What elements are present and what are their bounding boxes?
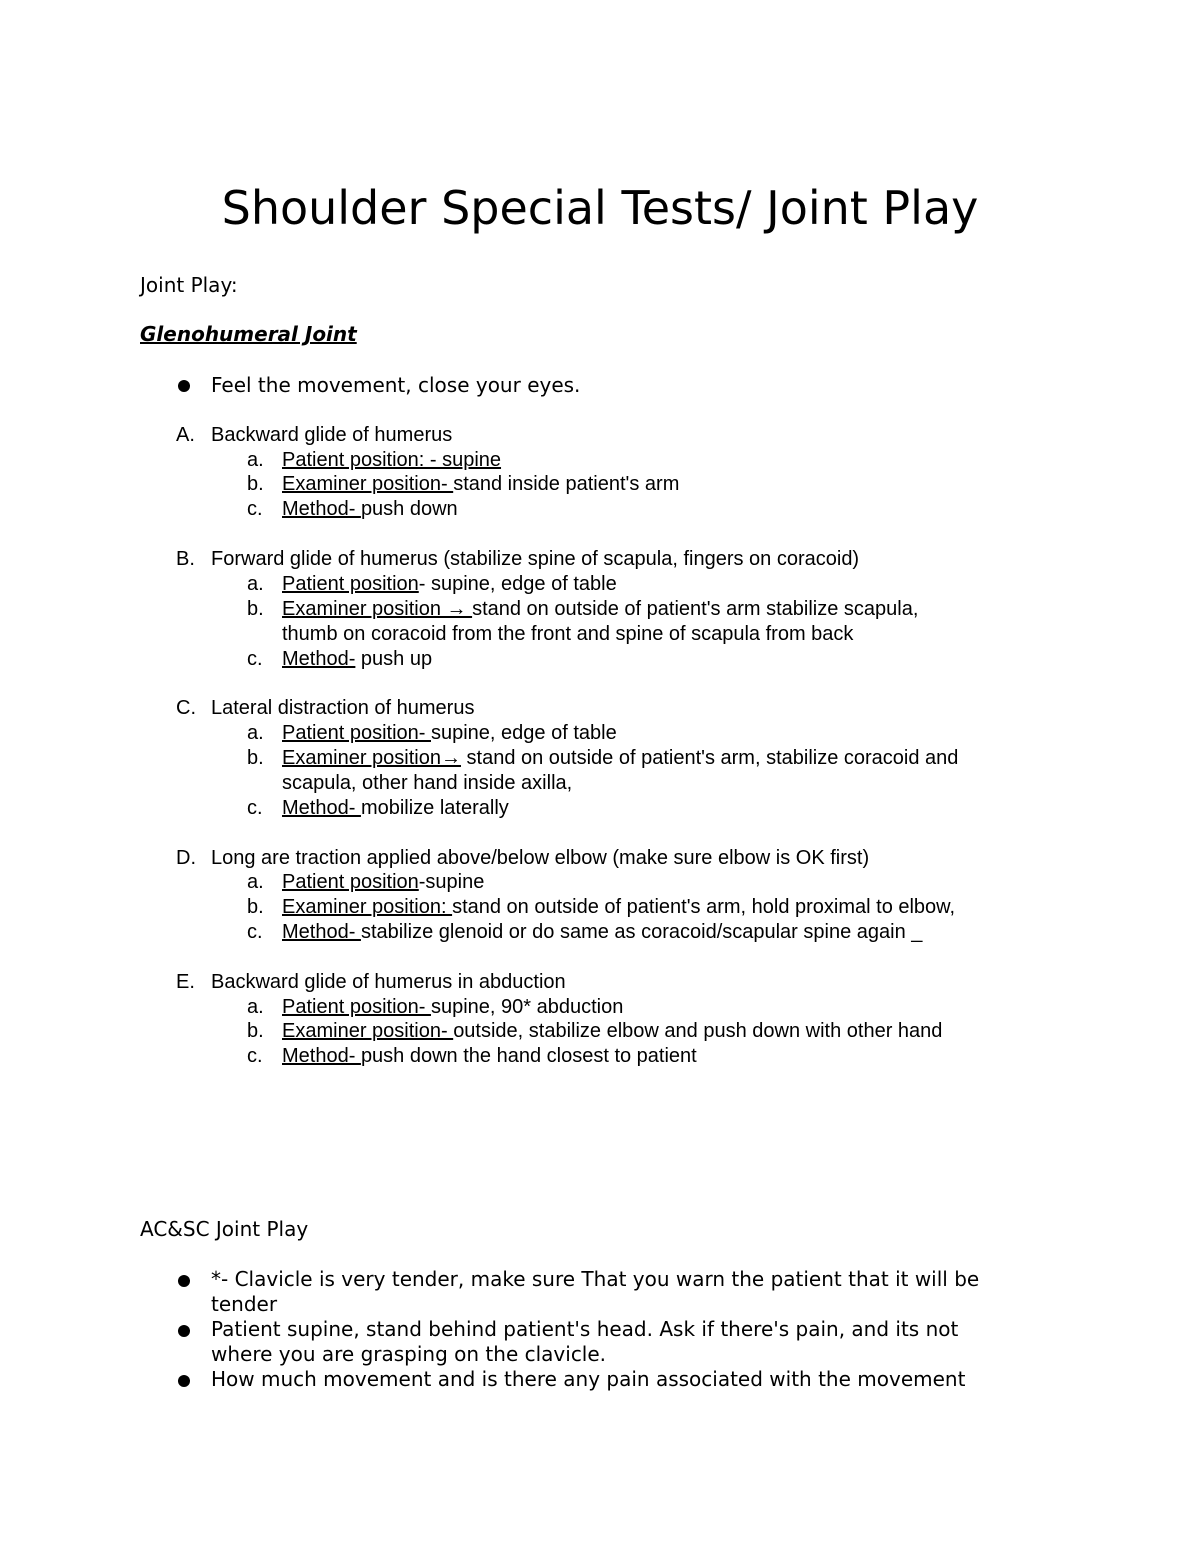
- item-text: push down: [360, 498, 458, 520]
- glenohumeral-bullet: Feel the movement, close your eyes.: [211, 373, 581, 397]
- item-label: Method-: [282, 1045, 361, 1067]
- section-a-marker: A.: [176, 424, 195, 446]
- section-e-item-b: [282, 1019, 942, 1044]
- section-c-item-a-marker: a.: [247, 722, 264, 744]
- joint-play-label: Joint Play:: [140, 273, 238, 297]
- acsc-bullet-2-line1: Patient supine, stand behind patient's head. Ask if there's pain, and its not: [211, 1317, 959, 1341]
- acsc-heading: AC&SC Joint Play: [140, 1217, 309, 1241]
- section-e-heading: Backward glide of humerus in abduction: [211, 971, 566, 993]
- section-c-item-b-marker: b.: [247, 747, 264, 769]
- acsc-bullet-2-line2: where you are grasping on the clavicle.: [211, 1342, 607, 1366]
- section-e-item-a: [282, 995, 623, 1020]
- item-label: Examiner position →: [282, 598, 473, 620]
- section-d-item-b: [282, 895, 955, 920]
- section-b-item-b-marker: b.: [247, 598, 264, 620]
- section-c-item-a: [282, 721, 617, 746]
- section-d-heading: Long are traction applied above/below elbow (make sure elbow is OK first): [211, 847, 870, 869]
- section-e-item-b-marker: b.: [247, 1020, 264, 1042]
- item-label: Examiner position-: [282, 1020, 454, 1042]
- section-a-item-a: [282, 448, 501, 473]
- section-a-item-c: [282, 497, 458, 522]
- section-c-heading: Lateral distraction of humerus: [211, 697, 475, 719]
- item-text: outside, stabilize elbow and push down with other hand: [453, 1020, 943, 1042]
- item-text: - supine, edge of table: [418, 573, 617, 595]
- acsc-bullet-1-line2: tender: [211, 1292, 278, 1316]
- section-a-item-c-marker: c.: [247, 498, 263, 520]
- item-label: Method-: [282, 498, 361, 520]
- item-label: Method-: [282, 648, 356, 670]
- item-text: supine, 90* abduction: [430, 996, 624, 1018]
- item-label: Method-: [282, 921, 361, 943]
- section-e-marker: E.: [176, 971, 195, 993]
- section-b-item-c-marker: c.: [247, 648, 263, 670]
- item-text: mobilize laterally: [360, 797, 509, 819]
- item-label: Patient position: [282, 871, 419, 893]
- item-label: Method-: [282, 797, 361, 819]
- item-label: Patient position: [282, 573, 419, 595]
- section-e-item-c-marker: c.: [247, 1045, 263, 1067]
- section-d-marker: D.: [176, 847, 196, 869]
- section-a-item-b-marker: b.: [247, 473, 264, 495]
- section-d-item-c: [282, 920, 922, 945]
- item-text: -supine: [418, 871, 485, 893]
- acsc-bullet-3-line1: How much movement and is there any pain associated with the movement: [211, 1367, 966, 1391]
- section-e-item-a-marker: a.: [247, 996, 264, 1018]
- section-b-item-c: [282, 647, 432, 672]
- bullet-icon: [178, 1325, 190, 1337]
- section-c-marker: C.: [176, 697, 196, 719]
- item-text: stand on outside of patient's arm, stabilize coracoid and: [460, 747, 959, 769]
- section-d-item-c-marker: c.: [247, 921, 263, 943]
- item-label: Patient position-: [282, 722, 431, 744]
- section-b-item-b-continuation: thumb on coracoid from the front and spine of scapula from back: [282, 623, 854, 645]
- item-text: stand inside patient's arm: [453, 473, 680, 495]
- section-c-item-b-continuation: scapula, other hand inside axilla,: [282, 772, 573, 794]
- item-label: Patient position: - supine: [282, 449, 502, 471]
- section-b-item-a: [282, 572, 617, 597]
- item-label: Examiner position-: [282, 473, 454, 495]
- section-a-item-a-marker: a.: [247, 449, 264, 471]
- bullet-icon: [178, 1375, 190, 1387]
- section-a-heading: Backward glide of humerus: [211, 424, 453, 446]
- page-title: Shoulder Special Tests/ Joint Play: [221, 181, 979, 235]
- item-text: push up: [355, 648, 433, 670]
- section-b-heading: Forward glide of humerus (stabilize spine of scapula, fingers on coracoid): [211, 548, 860, 570]
- item-text: stand on outside of patient's arm, hold proximal to elbow,: [452, 896, 956, 918]
- section-c-item-c: [282, 796, 509, 821]
- section-c-item-b: [282, 746, 958, 771]
- section-d-item-a: [282, 870, 484, 895]
- section-a-item-b: [282, 472, 679, 497]
- section-b-item-b: [282, 597, 918, 622]
- section-d-item-b-marker: b.: [247, 896, 264, 918]
- item-label: Examiner position:: [282, 896, 453, 918]
- bullet-icon: [178, 1275, 190, 1287]
- section-e-item-c: [282, 1044, 697, 1069]
- item-text: stabilize glenoid or do same as coracoid/scapular spine again _: [360, 921, 923, 943]
- item-label: Patient position-: [282, 996, 431, 1018]
- item-text: supine, edge of table: [430, 722, 617, 744]
- glenohumeral-heading: Glenohumeral Joint: [140, 322, 357, 346]
- section-b-item-a-marker: a.: [247, 573, 264, 595]
- item-label: Examiner position→: [282, 747, 461, 769]
- section-b-marker: B.: [176, 548, 195, 570]
- section-c-item-c-marker: c.: [247, 797, 263, 819]
- item-text: stand on outside of patient's arm stabilize scapula,: [472, 598, 919, 620]
- bullet-icon: [178, 380, 190, 392]
- acsc-bullet-1-line1: *- Clavicle is very tender, make sure That you warn the patient that it will be: [211, 1267, 980, 1291]
- section-d-item-a-marker: a.: [247, 871, 264, 893]
- item-text: push down the hand closest to patient: [360, 1045, 697, 1067]
